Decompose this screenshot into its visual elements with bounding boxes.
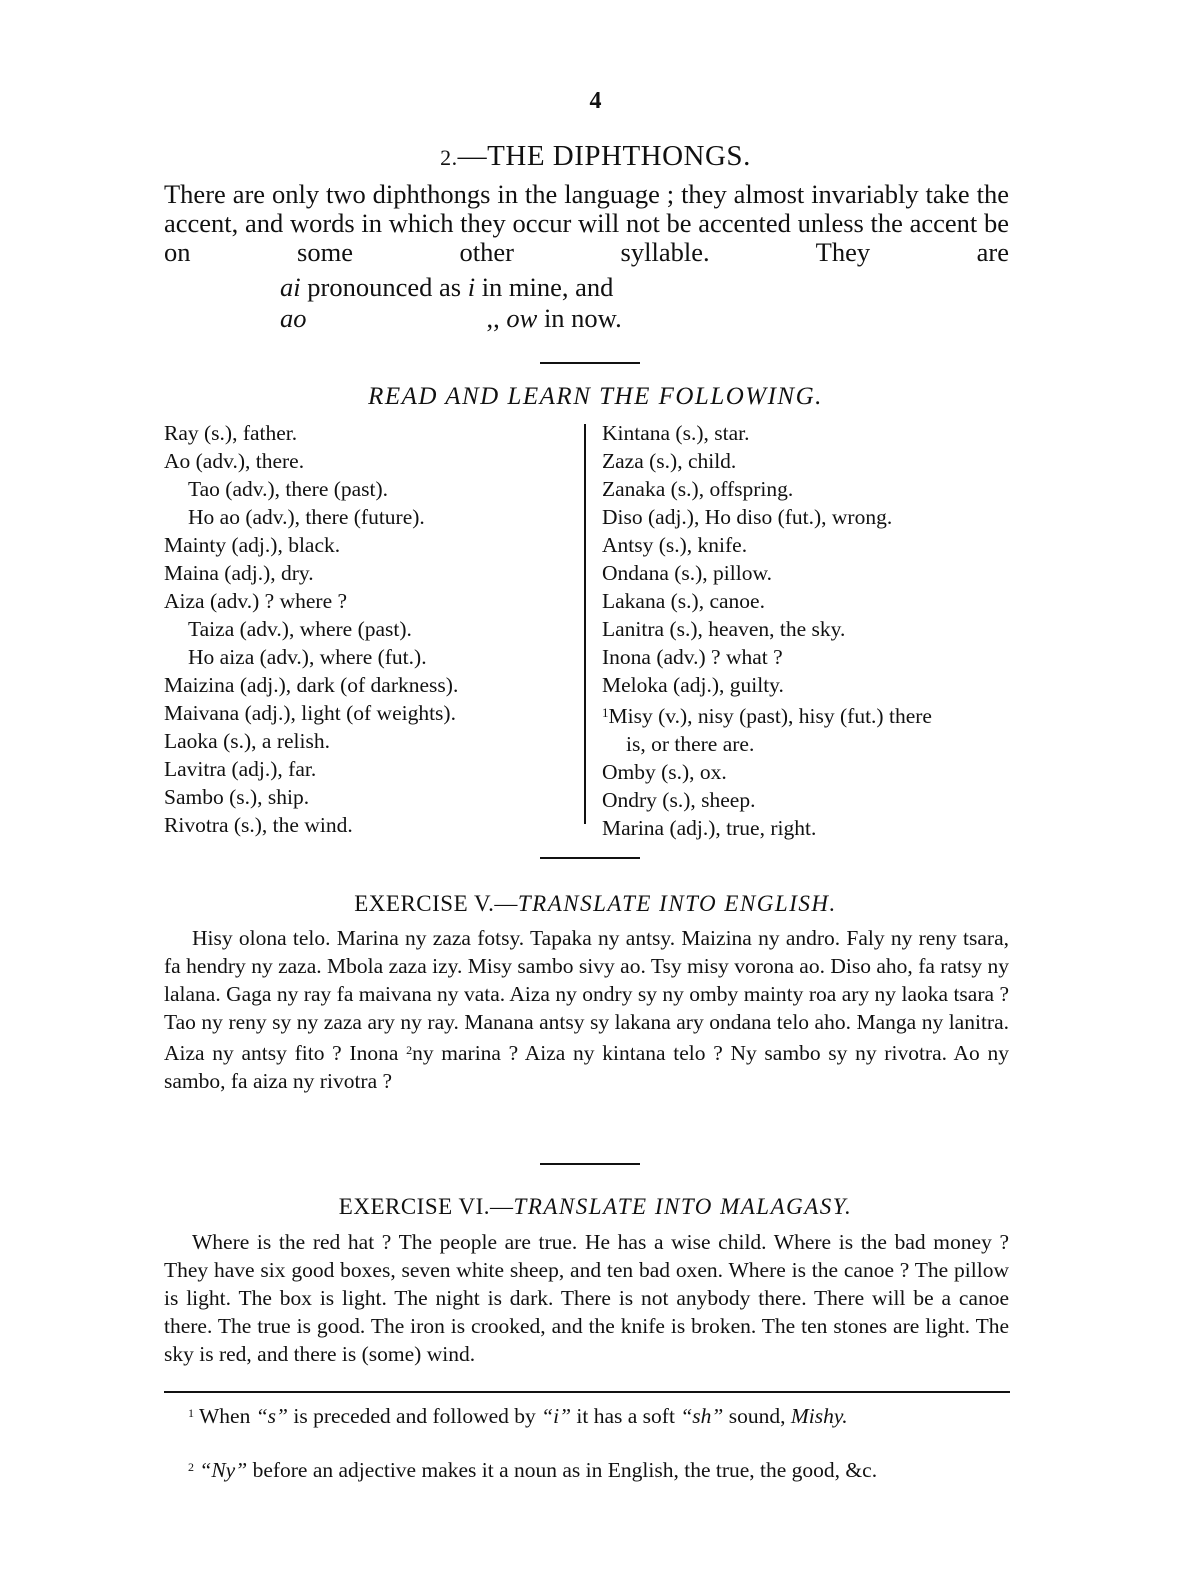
diphthong-ai	[280, 272, 613, 303]
footnote-2	[164, 1454, 1009, 1483]
exercise-5-paragraph	[164, 924, 1009, 1095]
vocab-item-text: Misy (v.), nisy (past), hisy (fut.) there	[608, 704, 932, 728]
diphthong-ai-pair: ai	[280, 272, 301, 302]
vocab-item: Ondry (s.), sheep.	[602, 788, 756, 812]
footnote-ref: 2	[406, 1043, 413, 1057]
footnote-quote: “s”	[255, 1404, 288, 1428]
vocab-item: Tao (adv.), there (past).	[188, 477, 389, 501]
diphthong-ao-rest: in now.	[537, 303, 622, 333]
divider-rule	[540, 857, 640, 859]
column-divider	[584, 424, 586, 824]
diphthong-ai-sound: i	[467, 272, 476, 302]
vocab-item: Diso (adj.), Ho diso (fut.), wrong.	[602, 505, 893, 529]
diphthong-ai-text: pronounced as	[300, 272, 468, 302]
diphthong-ao-pair: ao	[280, 303, 307, 333]
exercise-6-title: TRANSLATE INTO MALAGASY.	[513, 1194, 853, 1219]
footnote-ref: 1	[602, 705, 609, 720]
footnote-1	[164, 1400, 1009, 1429]
vocab-item: Omby (s.), ox.	[602, 760, 727, 784]
vocab-item: Mainty (adj.), black.	[164, 533, 341, 557]
vocab-item: Kintana (s.), star.	[602, 421, 750, 445]
footnote-quote: “i”	[541, 1404, 572, 1428]
vocab-item: Sambo (s.), ship.	[164, 785, 310, 809]
diphthong-ai-rest: in mine, and	[475, 272, 614, 302]
vocab-item: Lakana (s.), canoe.	[602, 589, 765, 613]
vocab-heading: READ AND LEARN THE FOLLOWING.	[368, 383, 823, 410]
vocab-item: Zaza (s.), child.	[602, 449, 737, 473]
exercise-5-label: EXERCISE V.—	[354, 891, 518, 916]
vocab-column-left	[164, 419, 574, 839]
vocab-item: Lanitra (s.), heaven, the sky.	[602, 617, 846, 641]
section-number: 2.	[440, 145, 458, 170]
vocab-column-right	[602, 419, 1012, 842]
vocab-item: Rivotra (s.), the wind.	[164, 813, 353, 837]
vocab-item: Ho aiza (adv.), where (fut.).	[188, 645, 427, 669]
vocab-item: Taiza (adv.), where (past).	[188, 617, 412, 641]
exercise-5-heading	[0, 891, 1191, 917]
vocab-item: Antsy (s.), knife.	[602, 533, 748, 557]
vocab-item: Lavitra (adj.), far.	[164, 757, 317, 781]
vocab-item: Maivana (adj.), light (of weights).	[164, 701, 456, 725]
exercise-5-text-b: ny marina ? Aiza ny kintana telo ? Ny sambo sy ny rivotra. Ao ny sambo, fa aiza ny rivotra ?	[164, 1041, 1009, 1093]
vocab-item: Meloka (adj.), guilty.	[602, 673, 784, 697]
footnote-quote: “sh”	[680, 1404, 724, 1428]
divider-rule	[540, 362, 640, 364]
footnote-marker: 2	[188, 1460, 194, 1474]
footnote-text: sound,	[723, 1404, 791, 1428]
vocab-item: Zanaka (s.), offspring.	[602, 477, 794, 501]
diphthong-ao-ditto: ,,	[486, 303, 500, 333]
exercise-5-text-a: Hisy olona telo. Marina ny zaza fotsy. Tapaka ny antsy. Maizina ny andro. Faly ny reny tsara, fa hendry ny zaza. Mbola zaza izy. Misy sambo sivy ao. Tsy misy vorona ao. Diso aho, fa ratsy ny lalana. Gaga ny ray fa maivana ny vata. Aiza ny ondry sy ny omby mainty roa ary ny laoka tsara ? Tao ny reny sy ny zaza ary ny ray. Manana antsy sy lakana ary ondana telo aho. Manga ny lanitra. Aiza ny antsy fito ? Inona	[164, 926, 1009, 1065]
exercise-5-title: TRANSLATE INTO ENGLISH.	[517, 891, 837, 916]
vocab-item: Ho ao (adv.), there (future).	[188, 505, 425, 529]
divider-rule	[540, 1163, 640, 1165]
vocab-item-continuation: is, or there are.	[626, 732, 755, 756]
vocab-item: Ao (adv.), there.	[164, 449, 305, 473]
footnote-marker: 1	[188, 1406, 194, 1420]
footnote-example: Mishy.	[790, 1404, 848, 1428]
section-title: —THE DIPHTHONGS.	[457, 140, 751, 172]
vocab-item: Aiza (adv.) ? where ?	[164, 589, 348, 613]
vocab-item: Maizina (adj.), dark (of darkness).	[164, 673, 459, 697]
section-heading	[0, 140, 1191, 173]
exercise-6-paragraph: Where is the red hat ? The people are true. He has a wise child. Where is the bad money ? They have six good boxes, seven white sheep, and ten bad oxen. Where is the canoe ? The pillow is light. The box is light. The night is dark. There is not anybody there. There will be a canoe there. The true is good. The iron is crooked, and the knife is broken. The ten stones are light. The sky is red, and there is (some) wind.	[164, 1230, 1009, 1366]
exercise-6-heading	[0, 1194, 1191, 1220]
exercise-5-text	[164, 924, 1009, 1095]
vocab-item: Marina (adj.), true, right.	[602, 816, 817, 840]
vocab-item	[602, 699, 1012, 730]
vocab-item: Ondana (s.), pillow.	[602, 561, 772, 585]
exercise-6-text	[164, 1228, 1009, 1368]
page-number: 4	[589, 88, 602, 114]
intro-paragraph	[164, 180, 1009, 267]
footnote-text: is preceded and followed by	[288, 1404, 542, 1428]
footnote-rule	[164, 1391, 1010, 1393]
vocab-item: Maina (adj.), dry.	[164, 561, 314, 585]
vocab-item: Laoka (s.), a relish.	[164, 729, 330, 753]
vocab-item: Ray (s.), father.	[164, 421, 298, 445]
footnote-text: before an adjective makes it a noun as in English, the true, the good, &c.	[247, 1458, 878, 1482]
intro-text: There are only two diphthongs in the language ; they almost invariably take the accent, and words in which they occur will not be accented unless the accent be on some other syllable. They are	[164, 179, 1009, 267]
exercise-6-label: EXERCISE VI.—	[338, 1194, 514, 1219]
vocab-item: Inona (adv.) ? what ?	[602, 645, 783, 669]
footnote-quote: “Ny”	[199, 1458, 248, 1482]
footnote-text: it has a soft	[571, 1404, 681, 1428]
diphthong-ao	[280, 303, 622, 334]
diphthong-ao-sound: ow	[506, 303, 538, 333]
footnote-text: When	[194, 1404, 256, 1428]
